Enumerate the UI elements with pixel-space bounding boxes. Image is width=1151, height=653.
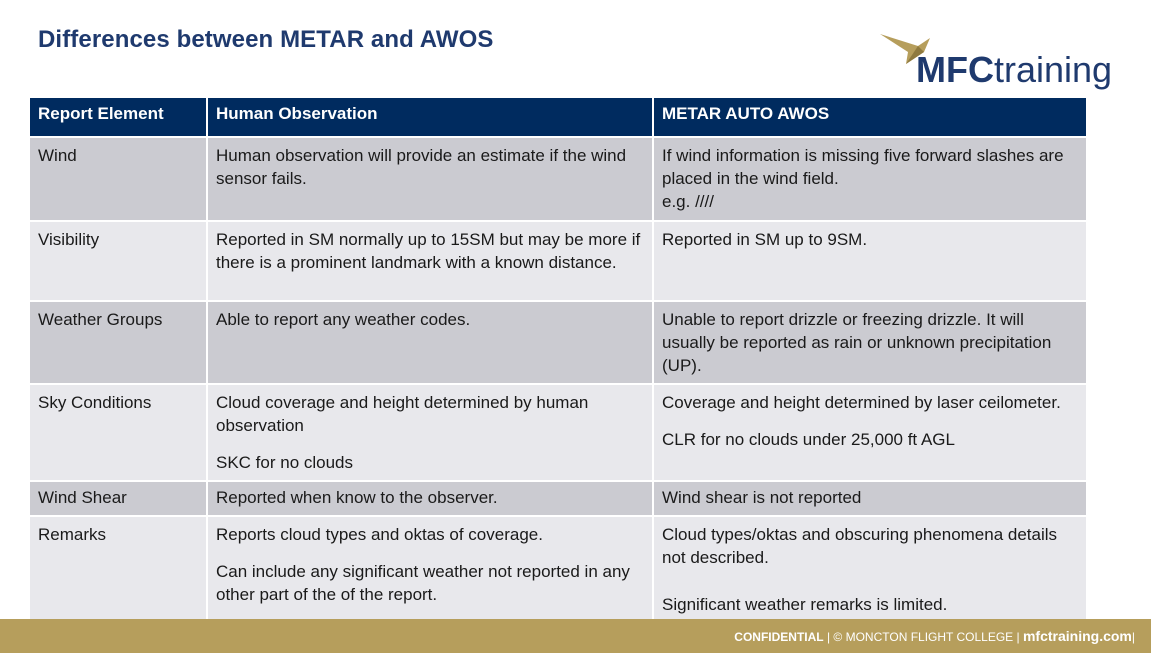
logo-mfc: MFC bbox=[916, 49, 994, 90]
cell-text: e.g. //// bbox=[662, 192, 714, 211]
cell-text: Cloud coverage and height determined by human observation bbox=[216, 393, 589, 435]
header-human-observation: Human Observation bbox=[208, 98, 654, 136]
cell-text: Reported when know to the observer. bbox=[216, 488, 498, 507]
cell-auto bbox=[654, 517, 1086, 622]
table-row-remarks bbox=[30, 517, 1086, 622]
footer-separator: | bbox=[823, 630, 834, 644]
cell-element: Visibility bbox=[30, 222, 208, 300]
cell-text: Cloud types/oktas and obscuring phenomena details not described. bbox=[662, 525, 1058, 567]
logo-training: training bbox=[993, 49, 1113, 90]
footer-website-link[interactable]: mfctraining.com bbox=[1022, 628, 1132, 644]
cell-text: Unable to report drizzle or freezing drizzle. It will usually be reported as rain or unknown precipitation (UP). bbox=[662, 310, 1052, 375]
table-row-wind bbox=[30, 138, 1086, 220]
cell-human bbox=[208, 482, 654, 515]
cell-auto bbox=[654, 222, 1086, 300]
table-row-sky-conditions bbox=[30, 385, 1086, 480]
cell-text: Able to report any weather codes. bbox=[216, 310, 471, 329]
footer-separator: | bbox=[1013, 630, 1023, 644]
cell-auto bbox=[654, 138, 1086, 220]
logo-wordmark bbox=[916, 50, 1112, 90]
footer-bar bbox=[0, 619, 1151, 653]
cell-element: Remarks bbox=[30, 517, 208, 622]
header-report-element: Report Element bbox=[30, 98, 208, 136]
table-header-row bbox=[30, 98, 1086, 136]
cell-auto bbox=[654, 302, 1086, 383]
cell-human bbox=[208, 138, 654, 220]
cell-element: Sky Conditions bbox=[30, 385, 208, 480]
cell-human bbox=[208, 385, 654, 480]
cell-element: Weather Groups bbox=[30, 302, 208, 383]
cell-human bbox=[208, 517, 654, 622]
cell-text: Wind shear is not reported bbox=[662, 488, 862, 507]
footer-text bbox=[734, 628, 1135, 644]
slide-title: Differences between METAR and AWOS bbox=[38, 26, 494, 53]
cell-text: Human observation will provide an estimate if the wind sensor fails. bbox=[216, 146, 627, 188]
cell-text: Can include any significant weather not reported in any other part of the of the report. bbox=[216, 562, 630, 604]
cell-text: Reports cloud types and oktas of coverage. bbox=[216, 525, 543, 544]
cell-text: CLR for no clouds under 25,000 ft AGL bbox=[662, 430, 955, 449]
cell-text: SKC for no clouds bbox=[216, 453, 354, 472]
comparison-table bbox=[30, 96, 1086, 624]
cell-text: Reported in SM normally up to 15SM but may be more if there is a prominent landmark with a known distance. bbox=[216, 230, 641, 272]
cell-text: Coverage and height determined by laser ceilometer. bbox=[662, 393, 1061, 412]
mfc-training-logo bbox=[878, 28, 1118, 98]
cell-auto bbox=[654, 385, 1086, 480]
cell-text: Reported in SM up to 9SM. bbox=[662, 230, 868, 249]
table-row-wind-shear bbox=[30, 482, 1086, 515]
cell-text: If wind information is missing five forward slashes are placed in the wind field. bbox=[662, 146, 1064, 188]
cell-text: Significant weather remarks is limited. bbox=[662, 595, 948, 614]
footer-confidential: CONFIDENTIAL bbox=[734, 630, 824, 644]
footer-separator: | bbox=[1131, 630, 1135, 644]
cell-human bbox=[208, 302, 654, 383]
cell-human bbox=[208, 222, 654, 300]
cell-element: Wind bbox=[30, 138, 208, 220]
table-row-visibility bbox=[30, 222, 1086, 300]
footer-copyright: © MONCTON FLIGHT COLLEGE bbox=[833, 630, 1014, 644]
header-metar-auto-awos: METAR AUTO AWOS bbox=[654, 98, 1086, 136]
cell-auto bbox=[654, 482, 1086, 515]
table-row-weather-groups bbox=[30, 302, 1086, 383]
cell-element: Wind Shear bbox=[30, 482, 208, 515]
